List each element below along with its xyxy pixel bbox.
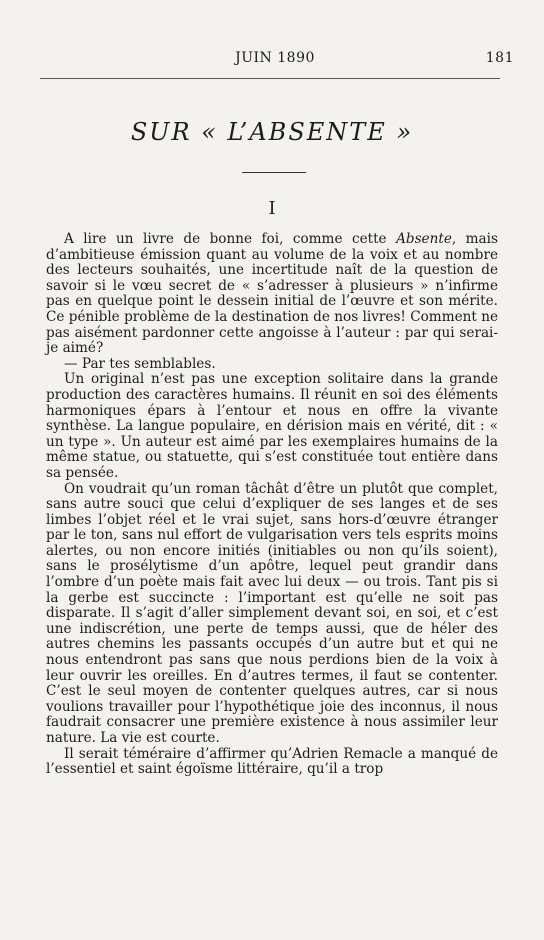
title-rule bbox=[242, 172, 306, 173]
book-title-italic: Absente bbox=[396, 231, 452, 247]
section-number: I bbox=[268, 198, 276, 219]
paragraph: Un original n’est pas une exception solitaire dans la grande production des caractères humains. Il réunit en soi des éléments harmoniques épars à l’entour et nous en offre la vivante synthèse. La langue populaire, en dérision mais en vérité, dit : « un type ». Un auteur est aimé par les exemplaires humains de la même statue, ou statuette, qui s’est constituée tout entière dans sa pensée. bbox=[46, 371, 498, 481]
page-number: 181 bbox=[485, 50, 514, 66]
running-title: JUIN 1890 bbox=[235, 50, 315, 66]
paragraph: Il serait téméraire d’affirmer qu’Adrien Remacle a manqué de l’essentiel et saint égoïsme littéraire, qu’il a trop bbox=[46, 745, 498, 778]
header-rule bbox=[40, 78, 500, 79]
paragraph: On voudrait qu’un roman tâchât d’être un plutôt que complet, sans autre souci que celui d’expliquer de ses langes et de ses limbes l’objet réel et le vrai sujet, sans hors-d’œuvre étranger par le ton, sans nul effort de vulgarisation vers tels esprits moins alertes, ou non encore initiés (initiables ou non qu’ils soient), sans le prosélytisme d’un apôtre, lequel peut grandir dans l’ombre d’un poète mais fait avec lui deux — ou trois. Tant pis si la gerbe est succincte : l’important est qu’elle ne soit pas disparate. Il s’agit d’aller simplement devant soi, en soi, et c’est une indiscrétion, une perte de temps aussi, que de héler des autres chemins les passants occupés d’un autre but et qui ne nous entendront pas sans que nous perdions bien de la voix à leur ouvrir les oreilles. En d’autres termes, il faut se contenter. C’est le seul moyen de contenter quelques autres, car si nous voulions travailler pour l’hypothétique joie des inconnus, il nous faudrait consacrer une première existence à nous assimiler leur nature. La vie est courte. bbox=[46, 480, 498, 746]
article-body bbox=[46, 232, 498, 778]
running-head bbox=[36, 50, 514, 72]
paragraph-text: A lire un livre de bonne foi, comme cette bbox=[64, 231, 397, 247]
paragraph bbox=[46, 232, 498, 357]
paragraph: — Par tes semblables. bbox=[64, 355, 216, 372]
paragraph-text: , mais d’ambitieuse émission quant au volume de la voix et au nombre des lecteurs souhaités, une incertitude naît de la question de savoir si le vœu secret de « s’adresser à plusieurs » n’infirme pas en quelque point le dessein initial de l’œuvre et son mérite. Ce pénible problème de la destination de nos livres! Comment ne pas aisément pardonner cette angoisse à l’auteur : par qui serai-je aimé? bbox=[46, 231, 498, 357]
article-title: SUR « L’ABSENTE » bbox=[130, 118, 414, 146]
